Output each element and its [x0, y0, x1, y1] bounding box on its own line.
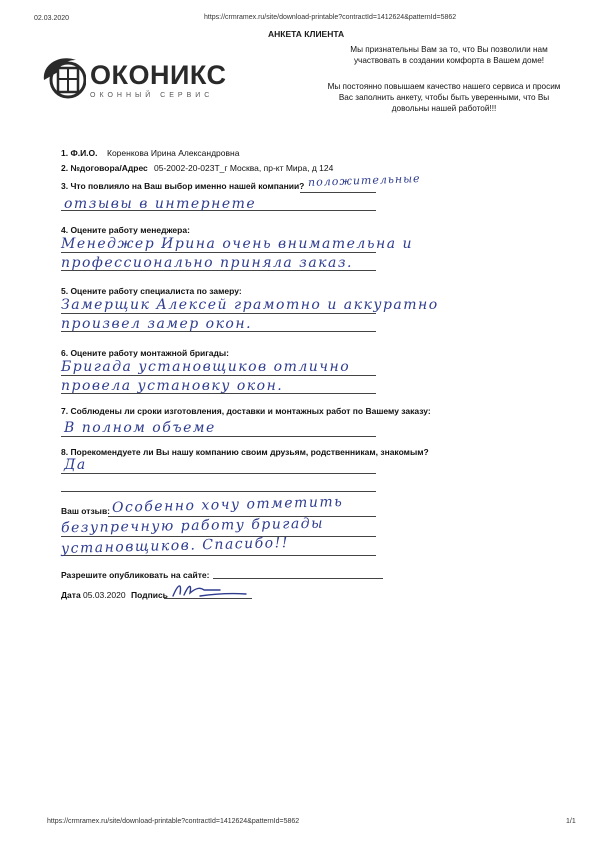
date-label: Дата — [61, 590, 81, 600]
intro-request — [300, 81, 588, 114]
q4-label: 4. Оцените работу менеджера: — [61, 225, 190, 235]
review-text: безупречную работу бригады — [60, 515, 325, 537]
intro-line: участвовать в создании комфорта в Вашем доме! — [353, 56, 545, 65]
review-text: Особенно хочу отметить — [111, 493, 344, 517]
review-label: Ваш отзыв: — [61, 506, 110, 516]
page-number: 1/1 — [566, 818, 576, 825]
signature-label: Подпись — [131, 590, 168, 600]
q2-label: 2. №договора/Адрес — [61, 163, 148, 173]
date-value: 05.03.2020 — [83, 590, 126, 600]
q3-label: 3. Что повлияло на Ваш выбор именно нашей компании? — [61, 181, 305, 191]
page-title: АНКЕТА КЛИЕНТА — [268, 29, 345, 39]
q4-answer: профессионально приняла заказ. — [61, 255, 353, 271]
q2-value: 05-2002-20-023Т_г Москва, пр-кт Мира, д 124 — [154, 163, 334, 173]
intro-line: Вас заполнить анкету, чтобы быть уверенными, что Вы — [338, 93, 550, 102]
q1-value: Коренкова Ирина Александровна — [107, 148, 240, 158]
q6-label: 6. Оцените работу монтажной бригады: — [61, 348, 229, 358]
company-logo — [38, 54, 258, 104]
q7-label: 7. Соблюдены ли сроки изготовления, доставки и монтажных работ по Вашему заказу: — [61, 406, 431, 416]
q8-label: 8. Порекомендуете ли Вы нашу компанию своим друзьям, родственникам, знакомым? — [61, 447, 429, 457]
publish-label: Разрешите опубликовать на сайте: — [61, 570, 210, 580]
q8-answer: Да — [64, 457, 87, 473]
window-logo-icon — [38, 54, 86, 100]
q3-answer: отзывы в интернете — [64, 196, 257, 212]
q1-label: 1. Ф.И.О. — [61, 148, 98, 158]
q4-answer: Менеджер Ирина очень внимательна и — [61, 236, 414, 252]
logo-name: ОКОНИКС — [90, 60, 227, 90]
q6-answer: Бригада установщиков отлично — [61, 359, 351, 375]
q7-answer: В полном объеме — [64, 420, 216, 436]
footer-url: https://crmramex.ru/site/download-printable?contractId=1412624&patternId=5862 — [47, 818, 300, 825]
intro-line: довольны нашей работой!!! — [391, 104, 497, 113]
header-url: https://crmramex.ru/site/download-printable?contractId=1412624&patternId=5862 — [204, 14, 457, 21]
q5-answer: произвел замер окон. — [61, 316, 253, 332]
review-text: установщиков. Спасибо!! — [60, 535, 290, 557]
q5-answer: Замерщик Алексей грамотно и аккуратно — [61, 297, 439, 313]
q3-answer: положительные — [307, 172, 421, 189]
q5-label: 5. Оцените работу специалиста по замеру: — [61, 286, 242, 296]
signature-image — [170, 578, 250, 600]
intro-line: Мы признательны Вам за то, что Вы позволили нам — [350, 45, 548, 54]
logo-subtitle: ОКОННЫЙ СЕРВИС — [90, 92, 214, 99]
intro-thanks — [318, 44, 580, 66]
q6-answer: провела установку окон. — [61, 378, 284, 394]
print-date: 02.03.2020 — [34, 15, 70, 22]
intro-line: Мы постоянно повышаем качество нашего сервиса и просим — [327, 82, 561, 91]
